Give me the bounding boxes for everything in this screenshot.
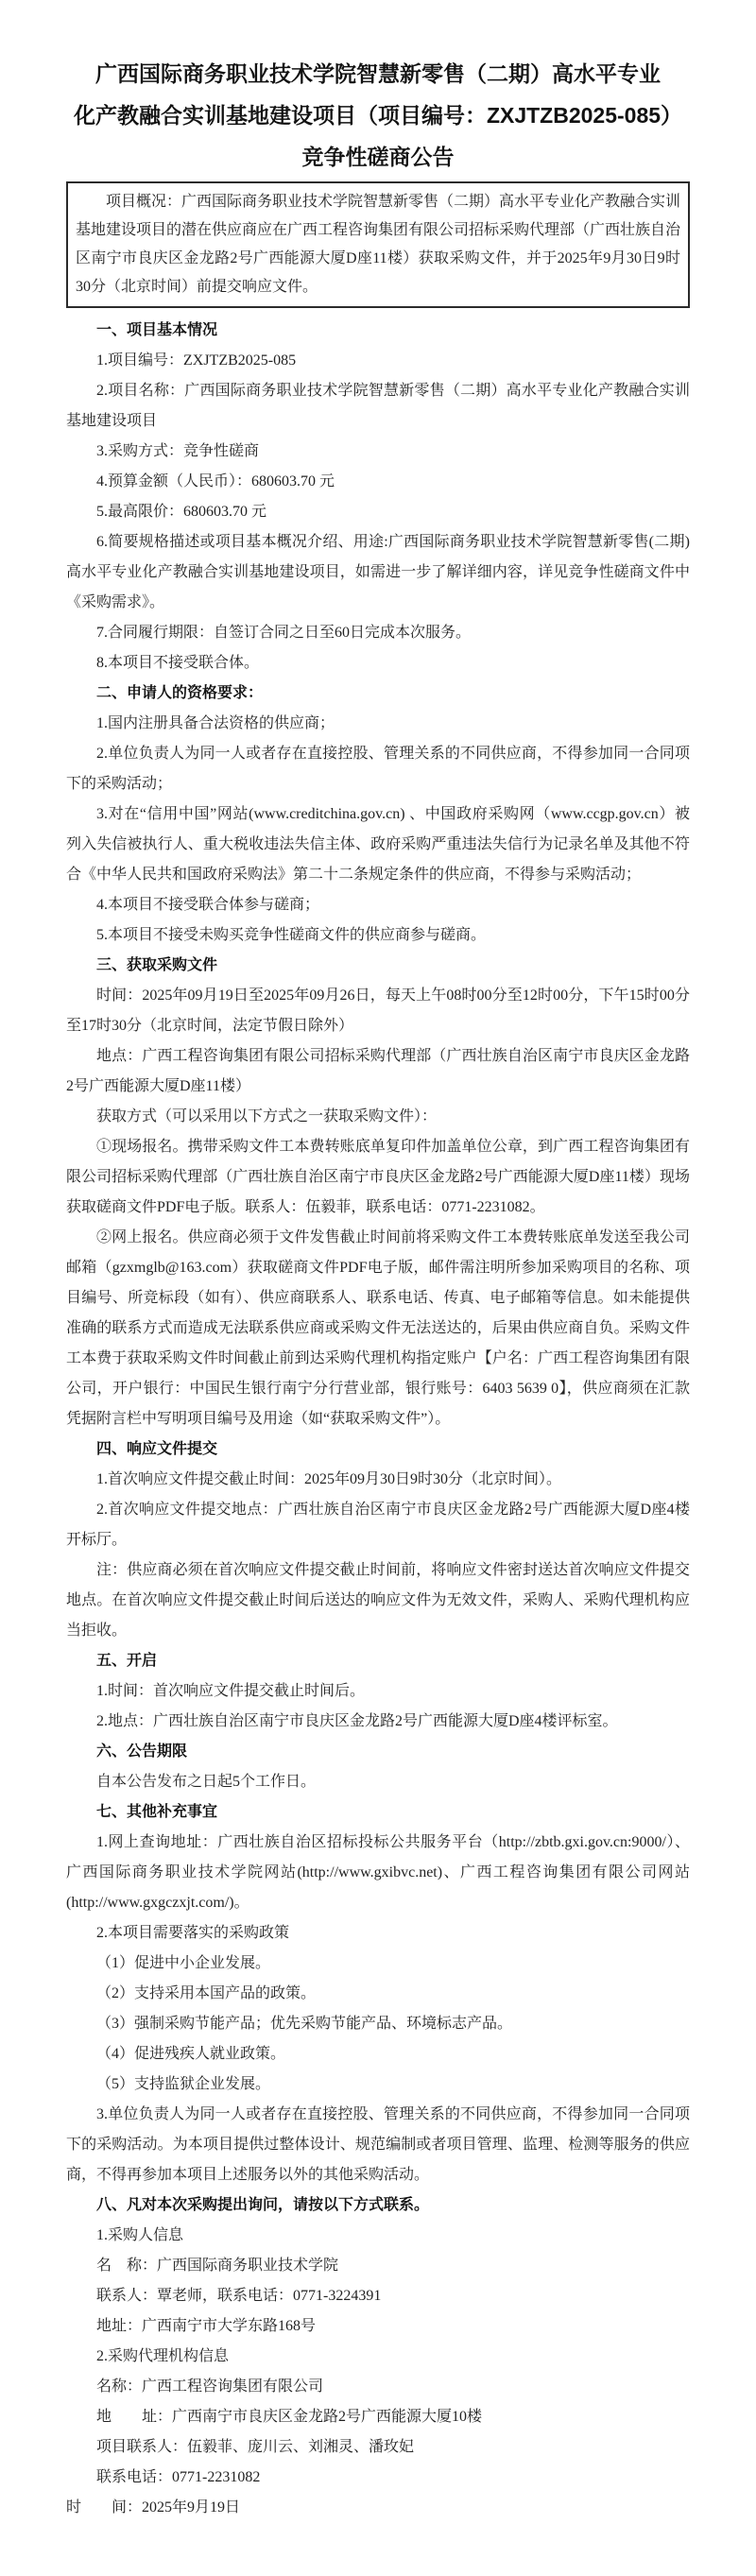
paragraph: 4.预算金额（人民币）：680603.70 元: [96, 473, 335, 489]
paragraph: （4）促进残疾人就业政策。: [96, 2046, 286, 2062]
section-heading: 八、凡对本次采购提出询问，请按以下方式联系。: [96, 2197, 430, 2213]
section-heading: 三、获取采购文件: [96, 957, 218, 973]
section-heading: 六、公告期限: [96, 1743, 188, 1760]
paragraph: 项目联系人：伍毅菲、庞川云、刘湘灵、潘玫妃: [96, 2439, 415, 2455]
paragraph: ②网上报名。供应商必须于文件发售截止时间前将采购文件工本费转账底单发送至我公司邮箱（gzxmglb@163.com）获取磋商文件PDF电子版，邮件需注明所参加采购项目的名称、项目编号、所竞标段（如有）、供应商联系人、联系电话、传真、电子邮箱等信息。如未能提供准确的联系方式而造成无法联系供应商或采购文件无法送达的，后果由供应商自负。采购文件工本费于获取采购文件时间截止前到达采购代理机构指定账户【户名：广西工程咨询集团有限公司，开户银行：中国民生银行南宁分行营业部，银行账号：6403 5639 0】，供应商须在汇款凭据附言栏中写明项目编号及用途（如“获取采购文件”）。: [66, 1229, 690, 1427]
title-line-2: 化产教融合实训基地建设项目（项目编号：ZXJTZB2025-085）: [73, 103, 683, 128]
paragraph: 联系人：覃老师，联系电话：0771-3224391: [96, 2288, 382, 2304]
title-line-1: 广西国际商务职业技术学院智慧新零售（二期）高水平专业: [95, 61, 661, 86]
section: [66, 316, 690, 678]
title-line-3: 竞争性磋商公告: [301, 145, 455, 169]
paragraph: 地址：广西南宁市大学东路168号: [96, 2318, 317, 2334]
paragraph: 1.时间：首次响应文件提交截止时间后。: [96, 1683, 366, 1699]
paragraph: 时间：2025年09月19日至2025年09月26日，每天上午08时00分至12时00分，下午15时00分至17时30分（北京时间，法定节假日除外）: [66, 987, 690, 1034]
section-heading: 七、其他补充事宜: [96, 1804, 218, 1820]
paragraph: 5.本项目不接受未购买竞争性磋商文件的供应商参与磋商。: [96, 927, 487, 943]
paragraph: 1.网上查询地址：广西壮族自治区招标投标公共服务平台（http://zbtb.gxi.gov.cn:9000/）、广西国际商务职业技术学院网站(http://www.gxibvc.net)、广西工程咨询集团有限公司网站(http://www.gxgczxjt.com/)。: [66, 1834, 690, 1911]
section: [66, 1646, 690, 1737]
paragraph: 2.单位负责人为同一人或者存在直接控股、管理关系的不同供应商，不得参加同一合同项下的采购活动；: [66, 746, 690, 792]
section-heading: 二、申请人的资格要求：: [96, 685, 264, 701]
paragraph: 注：供应商必须在首次响应文件提交截止时间前，将响应文件密封送达首次响应文件提交地点。在首次响应文件提交截止时间后送达的响应文件为无效文件，采购人、采购代理机构应当拒收。: [66, 1562, 690, 1639]
section-heading: 四、响应文件提交: [96, 1441, 218, 1457]
paragraph: （2）支持采用本国产品的政策。: [96, 1985, 317, 2001]
paragraph: ①现场报名。携带采购文件工本费转账底单复印件加盖单位公章，到广西工程咨询集团有限公司招标采购代理部（广西壮族自治区南宁市良庆区金龙路2号广西能源大厦D座11楼）现场获取磋商文件PDF电子版。联系人：伍毅菲，联系电话：0771-2231082。: [66, 1139, 690, 1215]
section: [66, 1434, 690, 1646]
page-title: [66, 53, 690, 178]
paragraph: 2.地点：广西壮族自治区南宁市良庆区金龙路2号广西能源大厦D座4楼评标室。: [96, 1713, 618, 1729]
paragraph: 6.简要规格描述或项目基本概况介绍、用途:广西国际商务职业技术学院智慧新零售(二期)高水平专业化产教融合实训基地建设项目，如需进一步了解详细内容，详见竞争性磋商文件中《采购需求》。: [66, 534, 690, 610]
paragraph: 8.本项目不接受联合体。: [96, 655, 260, 671]
paragraph: 自本公告发布之日起5个工作日。: [96, 1774, 317, 1790]
paragraph: 1.项目编号：ZXJTZB2025-085: [96, 352, 297, 369]
paragraph: 1.采购人信息: [96, 2227, 184, 2243]
section: [66, 951, 690, 1434]
section-heading: 五、开启: [96, 1653, 158, 1669]
paragraph: 获取方式（可以采用以下方式之一获取采购文件）：: [96, 1108, 438, 1125]
paragraph: 联系电话：0771-2231082: [96, 2469, 261, 2485]
section: [66, 1797, 690, 2190]
paragraph: 4.本项目不接受联合体参与磋商；: [96, 897, 320, 913]
paragraph: 1.首次响应文件提交截止时间：2025年09月30日9时30分（北京时间）。: [96, 1471, 562, 1487]
paragraph: 时 间：2025年9月19日: [66, 2499, 241, 2516]
paragraph: （1）促进中小企业发展。: [96, 1955, 271, 1971]
paragraph: 2.项目名称：广西国际商务职业技术学院智慧新零售（二期）高水平专业化产教融合实训基地建设项目: [66, 383, 690, 429]
paragraph: 2.首次响应文件提交地点：广西壮族自治区南宁市良庆区金龙路2号广西能源大厦D座4楼开标厅。: [66, 1502, 690, 1548]
section: [66, 2190, 690, 2523]
paragraph: （5）支持监狱企业发展。: [96, 2076, 271, 2092]
sections: [66, 316, 690, 2523]
paragraph: 地 址：广西南宁市良庆区金龙路2号广西能源大厦10楼: [96, 2409, 483, 2425]
paragraph: 名称：广西工程咨询集团有限公司: [96, 2379, 324, 2395]
project-overview-box: [66, 181, 690, 308]
paragraph: 地点：广西工程咨询集团有限公司招标采购代理部（广西壮族自治区南宁市良庆区金龙路2号广西能源大厦D座11楼）: [66, 1048, 690, 1094]
section: [66, 678, 690, 951]
paragraph: 名 称：广西国际商务职业技术学院: [96, 2258, 339, 2274]
project-overview-text: 项目概况：广西国际商务职业技术学院智慧新零售（二期）高水平专业化产教融合实训基地建设项目的潜在供应商应在广西工程咨询集团有限公司招标采购代理部（广西壮族自治区南宁市良庆区金龙路2号广西能源大厦D座11楼）获取采购文件，并于2025年9月30日9时30分（北京时间）前提交响应文件。: [76, 194, 681, 295]
paragraph: 2.本项目需要落实的采购政策: [96, 1925, 290, 1941]
section-heading: 一、项目基本情况: [96, 322, 218, 338]
paragraph: 3.对在“信用中国”网站(www.creditchina.gov.cn) 、中国政府采购网（www.ccgp.gov.cn）被列入失信被执行人、重大税收违法失信主体、政府采购严重违法失信行为记录名单及其他不符合《中华人民共和国政府采购法》第二十二条规定条件的供应商，不得参与采购活动；: [66, 806, 690, 883]
paragraph: （3）强制采购节能产品；优先采购节能产品、环境标志产品。: [96, 2016, 513, 2032]
paragraph: 2.采购代理机构信息: [96, 2348, 230, 2364]
paragraph: 7.合同履行期限：自签订合同之日至60日完成本次服务。: [96, 625, 472, 641]
paragraph: 1.国内注册具备合法资格的供应商；: [96, 715, 335, 731]
paragraph: 3.单位负责人为同一人或者存在直接控股、管理关系的不同供应商，不得参加同一合同项下的采购活动。为本项目提供过整体设计、规范编制或者项目管理、监理、检测等服务的供应商，不得再参加本项目上述服务以外的其他采购活动。: [66, 2106, 690, 2183]
section: [66, 1737, 690, 1797]
paragraph: 3.采购方式：竞争性磋商: [96, 443, 260, 459]
paragraph: 5.最高限价：680603.70 元: [96, 504, 267, 520]
